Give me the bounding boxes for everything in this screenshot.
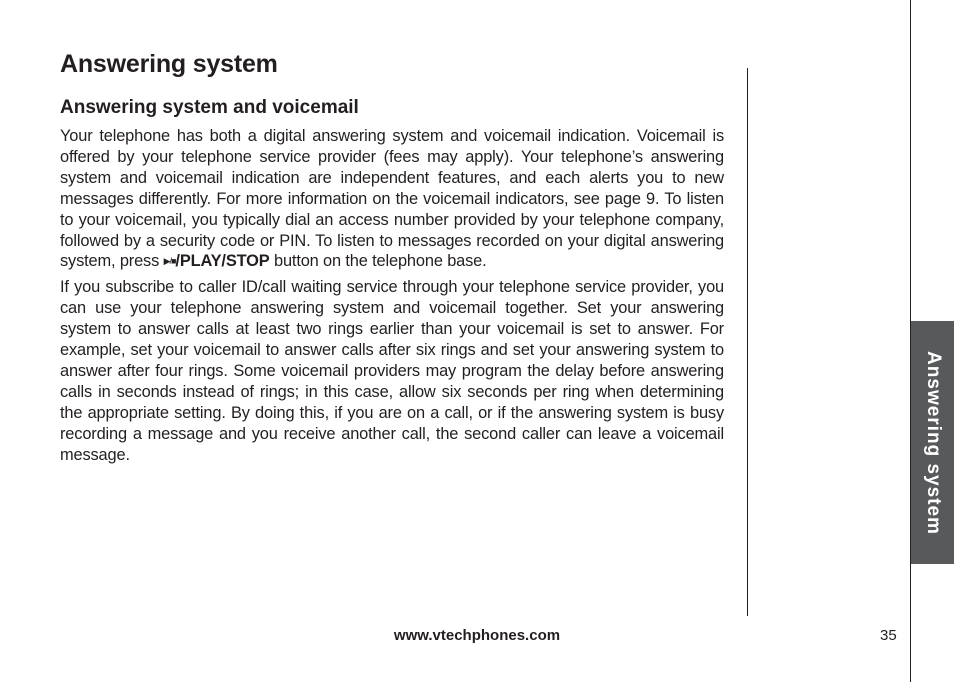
column-divider xyxy=(747,68,748,616)
paragraph-2: If you subscribe to caller ID/call waiting service through your telephone service provider, you can use your telephone answering system and voicemail together. Set your answering system to answer calls at least two rings earlier than your voicemail is set to answer. For example, set your voicemail to answer calls after six rings and set your answering system to answer after four rings. Some voicemail providers may program the delay before answering calls in seconds instead of rings; in this case, allow six seconds per ring when determining the appropriate setting. By doing this, if you are on a call, or if the answering system is busy recording a message and you receive another call, the second caller can leave a voicemail message. xyxy=(60,278,724,464)
page-title: Answering system xyxy=(60,50,278,78)
section-heading: Answering system and voicemail xyxy=(60,97,359,118)
paragraph-1-tail: button on the telephone base. xyxy=(269,252,487,271)
paragraph-1 xyxy=(60,126,724,272)
side-tab-label: Answering system xyxy=(922,350,944,535)
footer-url: www.vtechphones.com xyxy=(393,627,561,644)
body-text xyxy=(60,126,724,471)
play-stop-icon: ▶/■ xyxy=(163,256,176,267)
play-stop-label: /PLAY/STOP xyxy=(175,252,270,271)
side-tab xyxy=(911,321,954,564)
paragraph-1-text: Your telephone has both a digital answering system and voicemail indication. Voicemail is offered by your telephone service provider (fees may apply). Your telephone’s answering system and voicemail indication are independent features, and each alerts you to new messages differently. For more information on the voicemail indicators, see page 9. To listen to your voicemail, you typically dial an access number provided by your telephone company, followed by a security code or PIN. To listen to messages recorded on your digital answering system, press xyxy=(60,127,724,271)
page-number: 35 xyxy=(880,627,897,644)
